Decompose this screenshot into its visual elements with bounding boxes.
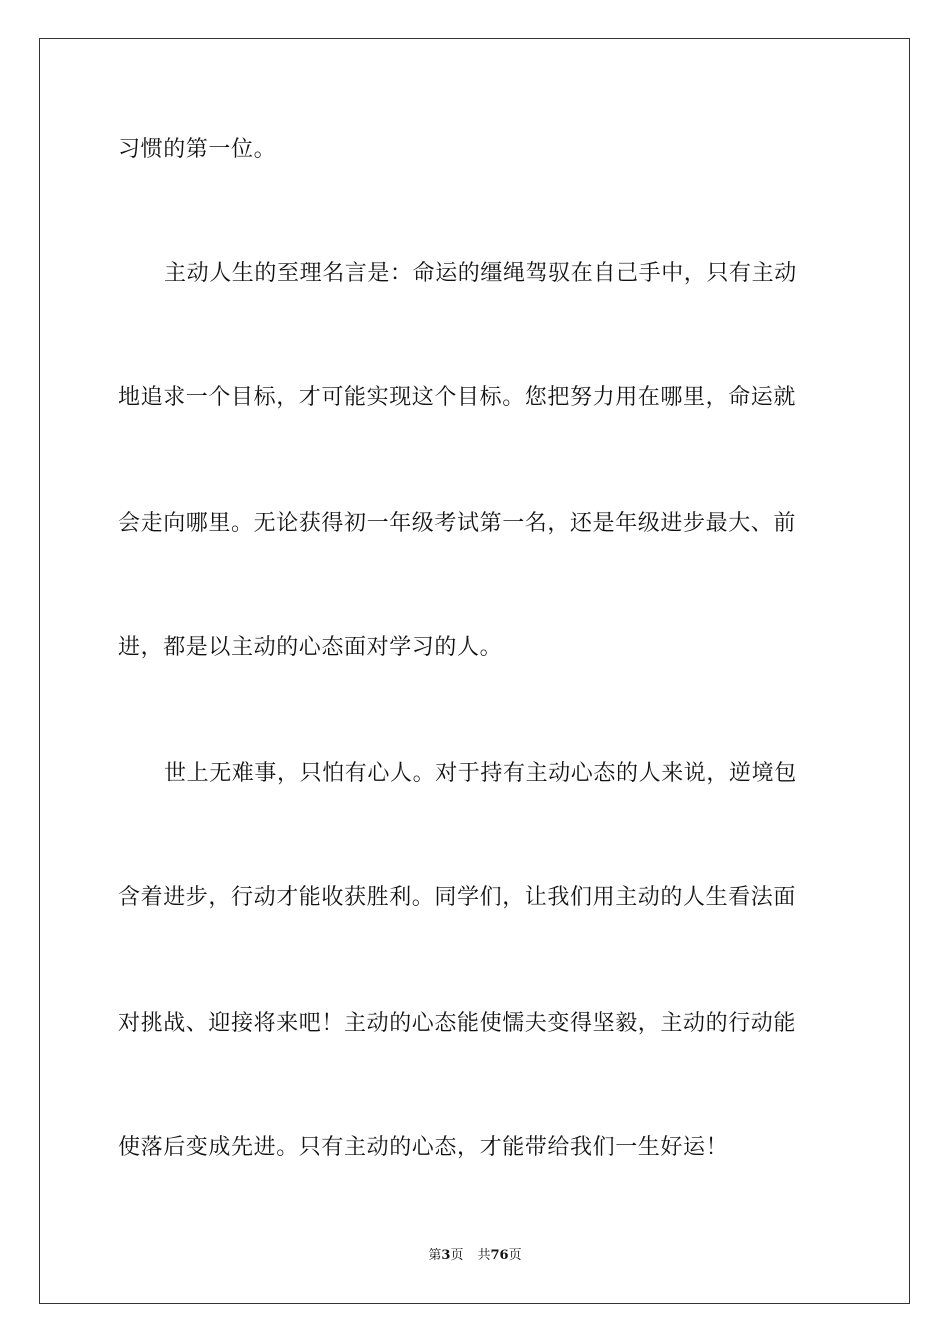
footer-total-suffix: 页 — [508, 1248, 522, 1263]
page-footer — [0, 1247, 950, 1265]
footer-total-prefix: 共 — [477, 1248, 491, 1263]
footer-page-suffix: 页 — [450, 1248, 464, 1263]
body-line-8: 对挑战、迎接将来吧！主动的心态能使懦夫变得坚毅，主动的行动能 — [118, 1011, 797, 1036]
body-line-6: 世上无难事，只怕有心人。对于持有主动心态的人来说，逆境包 — [164, 761, 797, 786]
page-frame — [39, 38, 910, 1304]
body-line-7: 含着进步，行动才能收获胜利。同学们，让我们用主动的人生看法面 — [118, 885, 797, 910]
body-line-1: 习惯的第一位。 — [118, 137, 277, 162]
footer-page-prefix: 第 — [428, 1248, 442, 1263]
body-line-9: 使落后变成先进。只有主动的心态，才能带给我们一生好运！ — [118, 1135, 729, 1160]
footer-page-number: 3 — [441, 1248, 451, 1263]
footer-total-pages: 76 — [490, 1248, 509, 1263]
body-line-5: 进，都是以主动的心态面对学习的人。 — [118, 635, 503, 660]
body-line-4: 会走向哪里。无论获得初一年级考试第一名，还是年级进步最大、前 — [118, 511, 797, 536]
body-line-2: 主动人生的至理名言是：命运的缰绳驾驭在自己手中，只有主动 — [164, 261, 797, 286]
body-line-3: 地追求一个目标，才可能实现这个目标。您把努力用在哪里，命运就 — [118, 385, 797, 410]
